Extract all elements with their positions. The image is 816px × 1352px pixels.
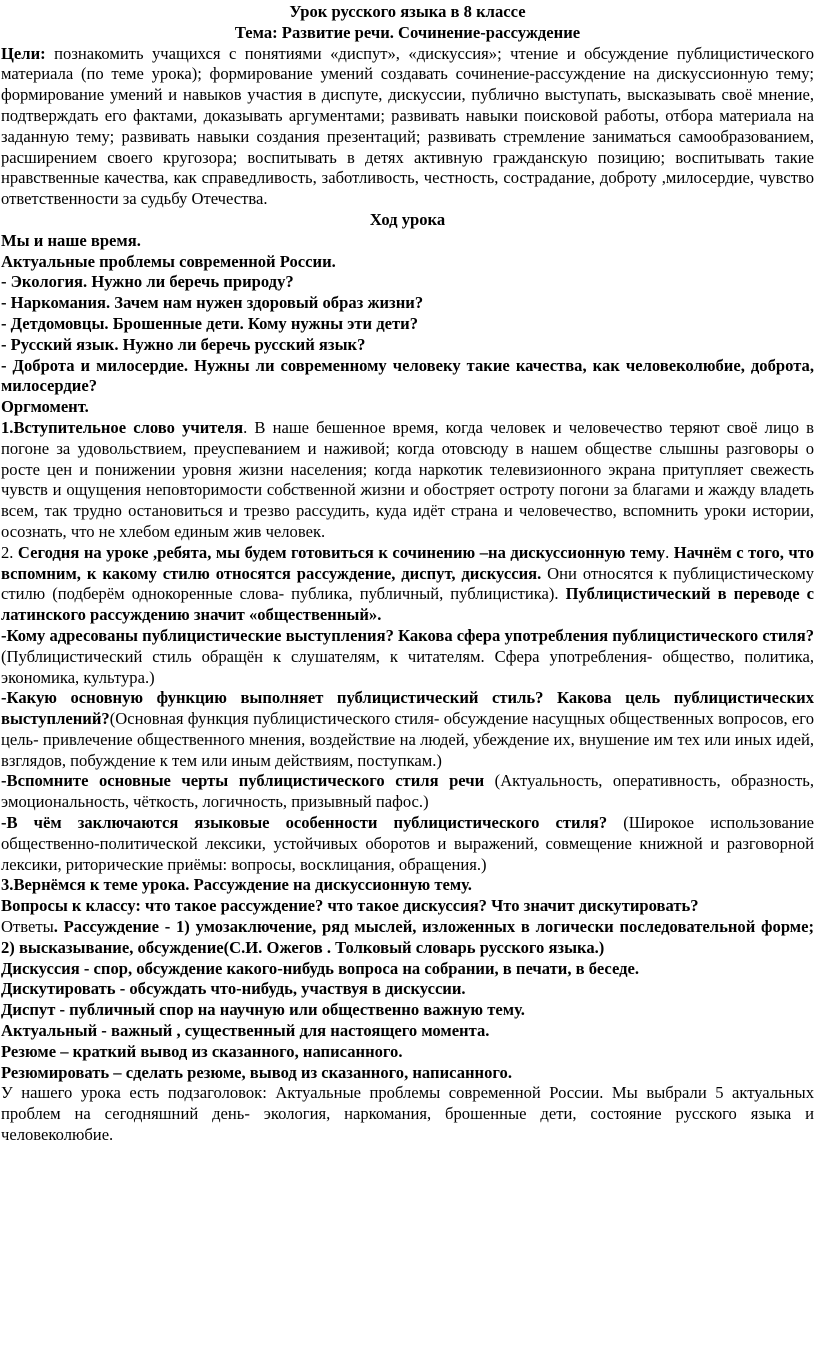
question-text: -Вспомните основные черты публицистического стиля речи: [1, 771, 485, 791]
section-2-bold-2: Начнём с того, что вспомним, к какому стилю относятся рассуждение, диспут, дискуссия.: [1, 542, 814, 583]
section-2-plain-1: .: [665, 542, 674, 562]
orgmoment-heading: Оргмомент.: [1, 397, 89, 417]
problem-item: - Наркомания. Зачем нам нужен здоровый образ жизни?: [1, 293, 424, 313]
class-questions: Вопросы к классу: что такое рассуждение? что такое дискуссия? Что значит дискутировать?: [1, 896, 699, 916]
section-1-text: . В наше бешенное время, когда человек и человечество теряют своё лицо в погоне за удовольствием, преуспеванием и наживой; когда отовсюду в нашем обществе слышны разговоры о росте цен и понижении уровня жизни населения; когда наркотик телевизионного экрана притупляет свежесть чувств и ощущения неповторимости собственной жизни и обостряет остроту погони за благами и жажду владеть всем, так трудно остановиться и трезво рассудить, куда идёт страна и человечество, вспомнить уроки истории, осознать, что не хлебом единым жив человек.: [1, 417, 814, 541]
section-3-heading: 3.Вернёмся к теме урока. Рассуждение на дискуссионную тему.: [1, 875, 472, 895]
course-heading: Ход урока: [369, 209, 446, 229]
question-paragraph: [1, 813, 814, 875]
answers-label: Ответы: [1, 917, 54, 937]
answer-text: (Актуальность, оперативность, образность, эмоциональность, чёткость, логичность, призывный пафос.): [1, 771, 814, 812]
problem-item: - Детдомовцы. Брошенные дети. Кому нужны эти дети?: [1, 313, 419, 333]
section-2-paragraph: [1, 543, 814, 626]
problem-item: - Доброта и милосердие. Нужны ли современному человеку такие качества, как человеколюбие, доброта, милосердие?: [1, 355, 814, 396]
answer-text: (Широкое использование общественно-политической лексики, устойчивых оборотов и выражений, совмещение книжной и разговорной лексики, риторические приёмы: вопросы, восклицания, обращения.): [1, 813, 814, 874]
definition-item: Резюмировать – сделать резюме, вывод из сказанного, написанного.: [1, 1062, 512, 1082]
goals-text: познакомить учащихся с понятиями «диспут», «дискуссия»; чтение и обсуждение публицистического материала (по теме урока); формирование умений создавать сочинение-рассуждение на дискуссионную тему; формирование умений и навыков участия в диспуте, дискуссии, публично выступать, высказывать своё мнение, подтверждать его фактами, доказывать аргументами; развивать навыки поисковой работы, отбора материала на заданную тему; развивать навыки создания презентаций; развивать стремление заниматься самообразованием, расширением своего кругозора; воспитывать в детях активную гражданскую позицию; воспитывать такие нравственные качества, как справедливость, заботливость, честность, сострадание, доброту ,милосердие, чувство ответственности за судьбу Отечества.: [1, 43, 814, 209]
definition-item: Актуальный - важный , существенный для настоящего момента.: [1, 1021, 490, 1041]
question-paragraph: [1, 626, 814, 688]
question-text: -В чём заключаются языковые особенности публицистического стиля?: [1, 813, 608, 833]
intro-line-1: Мы и наше время.: [1, 230, 141, 250]
section-2-number: 2.: [1, 542, 18, 562]
section-2-bold-1: Сегодня на уроке ,ребята, мы будем готовиться к сочинению –на дискуссионную тему: [17, 542, 666, 562]
goals-paragraph: [1, 44, 814, 210]
question-paragraph: [1, 771, 814, 813]
answers-text: . Рассуждение - 1) умозаключение, ряд мыслей, изложенных в логически последовательной форме; 2) высказывание, обсуждение(С.И. Ожегов . Толковый словарь русского языка.): [1, 917, 814, 957]
answer-text: (Публицистический стиль обращён к слушателям, к читателям. Сфера употребления- общество, политика, экономика, культура.): [1, 646, 814, 687]
lesson-topic: Тема: Развитие речи. Сочинение-рассуждение: [234, 22, 581, 42]
goals-label: Цели:: [1, 43, 46, 63]
section-2-plain-2: Они относятся к публицистическому стилю (подберём однокоренные слова- публика, публичный, публицистика).: [1, 563, 814, 604]
closing-paragraph: У нашего урока есть подзаголовок: Актуальные проблемы современной России. Мы выбрали 5 актуальных проблем на сегодняшний день- экология, наркомания, брошенные дети, состояние русского языка и человеколюбие.: [1, 1083, 814, 1145]
document-title: Урок русского языка в 8 классе: [289, 2, 526, 21]
section-2-bold-3: Публицистический в переводе с латинского рассуждению значит «общественный».: [1, 584, 814, 625]
problem-item: - Экология. Нужно ли беречь природу?: [1, 272, 294, 292]
definition-item: Дискутировать - обсуждать что-нибудь, участвуя в дискуссии.: [1, 979, 466, 999]
section-1-paragraph: [1, 418, 814, 543]
definition-item: Резюме – краткий вывод из сказанного, написанного.: [1, 1041, 403, 1061]
definition-item: Дискуссия - спор, обсуждение какого-нибудь вопроса на собрании, в печати, в беседе.: [1, 958, 640, 978]
intro-line-2: Актуальные проблемы современной России.: [1, 251, 336, 271]
answer-text: (Основная функция публицистического стиля- обсуждение насущных общественных вопросов, его цель- привлечение общественного мнения, воздействие на людей, убеждение их, внушение им тех или иных идей, взглядов, побуждение к тем или иным действиям, поступкам.): [1, 709, 814, 770]
section-1-label: 1.Вступительное слово учителя: [1, 417, 244, 437]
question-text: -Какую основную функцию выполняет публицистический стиль? Какова цель публицистических выступлений?: [1, 688, 814, 729]
question-paragraph: [1, 688, 814, 771]
definition-item: Диспут - публичный спор на научную или общественно важную тему.: [1, 1000, 525, 1020]
problem-item: - Русский язык. Нужно ли беречь русский язык?: [1, 334, 366, 354]
answers-paragraph: [1, 917, 814, 959]
question-text: -Кому адресованы публицистические выступления? Какова сфера употребления публицистического стиля?: [1, 625, 814, 645]
